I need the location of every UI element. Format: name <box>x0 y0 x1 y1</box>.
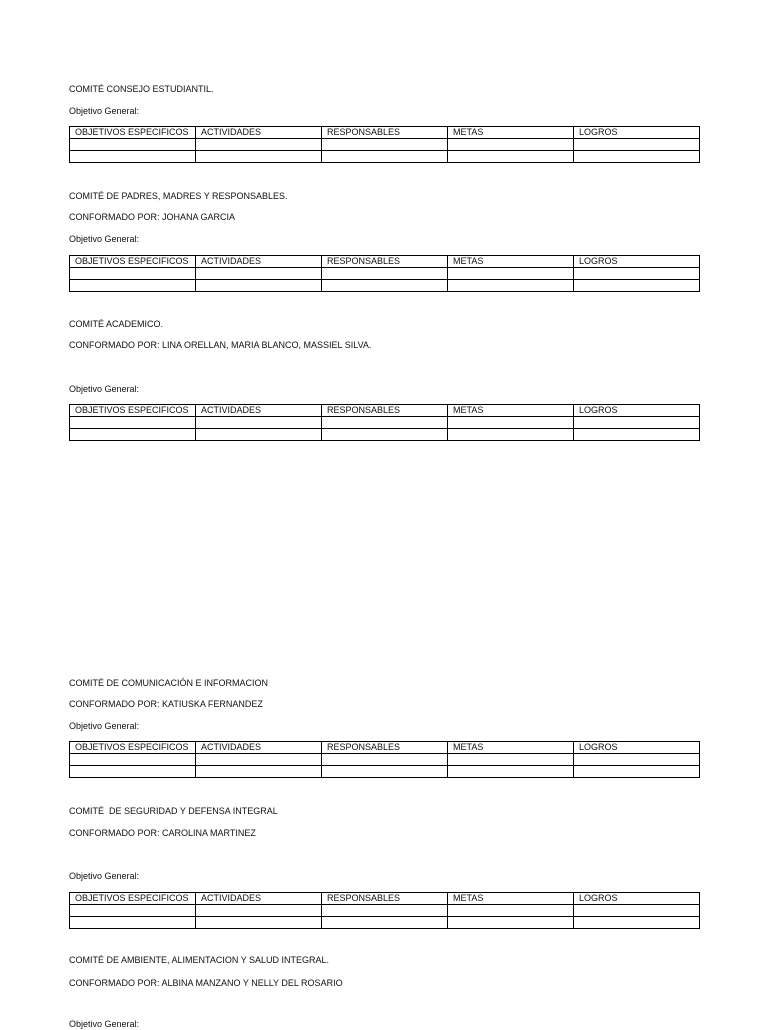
table-cell[interactable] <box>448 429 574 441</box>
table-cell[interactable] <box>70 417 196 429</box>
section-4-formed-by: CONFORMADO POR: KATIUSKA FERNANDEZ <box>69 699 263 709</box>
table-cell[interactable] <box>322 151 448 163</box>
table-cell[interactable] <box>322 766 448 778</box>
section-5-title: COMITÉ DE SEGURIDAD Y DEFENSA INTEGRAL <box>69 806 278 816</box>
table-row <box>70 268 700 280</box>
table-cell[interactable] <box>196 917 322 929</box>
table-cell[interactable] <box>70 429 196 441</box>
table-cell[interactable] <box>322 280 448 292</box>
table-cell[interactable] <box>70 905 196 917</box>
section-2-table <box>69 255 700 292</box>
section-6-objective-label: Objetivo General: <box>69 1019 140 1029</box>
table-cell[interactable] <box>448 917 574 929</box>
table-cell[interactable] <box>574 429 700 441</box>
table-cell[interactable] <box>70 917 196 929</box>
table-row <box>70 417 700 429</box>
section-3-objective-label: Objetivo General: <box>69 384 140 394</box>
table-header-row <box>70 127 700 139</box>
table-cell[interactable] <box>196 754 322 766</box>
table-row <box>70 754 700 766</box>
section-3-title: COMITÉ ACADEMICO. <box>69 319 164 329</box>
section-5-table <box>69 892 700 929</box>
table-cell[interactable] <box>196 766 322 778</box>
header-logros: LOGROS <box>574 742 700 754</box>
table-row <box>70 280 700 292</box>
header-logros: LOGROS <box>574 127 700 139</box>
table-cell[interactable] <box>196 268 322 280</box>
table-cell[interactable] <box>448 754 574 766</box>
table-header-row <box>70 405 700 417</box>
table-row <box>70 151 700 163</box>
table-cell[interactable] <box>70 139 196 151</box>
header-metas: METAS <box>448 405 574 417</box>
table-cell[interactable] <box>70 280 196 292</box>
table-header-row <box>70 893 700 905</box>
table-cell[interactable] <box>196 280 322 292</box>
table-cell[interactable] <box>196 151 322 163</box>
table-header-row <box>70 256 700 268</box>
section-2-title: COMITÉ DE PADRES, MADRES Y RESPONSABLES. <box>69 191 288 201</box>
table-cell[interactable] <box>322 917 448 929</box>
header-logros: LOGROS <box>574 893 700 905</box>
section-6-formed-by: CONFORMADO POR: ALBINA MANZANO Y NELLY DEL ROSARIO <box>69 978 343 988</box>
header-actividades: ACTIVIDADES <box>196 256 322 268</box>
table-cell[interactable] <box>196 139 322 151</box>
table-cell[interactable] <box>574 268 700 280</box>
table-cell[interactable] <box>448 766 574 778</box>
table-header-row <box>70 742 700 754</box>
section-1-objective-label: Objetivo General: <box>69 106 140 116</box>
table-cell[interactable] <box>574 766 700 778</box>
table-cell[interactable] <box>70 268 196 280</box>
section-5-formed-by: CONFORMADO POR: CAROLINA MARTINEZ <box>69 828 256 838</box>
table-cell[interactable] <box>448 268 574 280</box>
table-cell[interactable] <box>196 905 322 917</box>
table-cell[interactable] <box>574 917 700 929</box>
table-cell[interactable] <box>70 151 196 163</box>
table-cell[interactable] <box>448 280 574 292</box>
section-6-title: COMITÉ DE AMBIENTE, ALIMENTACION Y SALUD INTEGRAL. <box>69 955 330 965</box>
table-cell[interactable] <box>574 151 700 163</box>
header-objetivos: OBJETIVOS ESPECIFICOS <box>70 256 196 268</box>
header-objetivos: OBJETIVOS ESPECIFICOS <box>70 405 196 417</box>
header-metas: METAS <box>448 742 574 754</box>
section-5-objective-label: Objetivo General: <box>69 871 140 881</box>
header-metas: METAS <box>448 256 574 268</box>
section-2-objective-label: Objetivo General: <box>69 234 140 244</box>
header-objetivos: OBJETIVOS ESPECIFICOS <box>70 127 196 139</box>
section-1-table <box>69 126 700 163</box>
table-cell[interactable] <box>196 417 322 429</box>
table-cell[interactable] <box>574 754 700 766</box>
header-responsables: RESPONSABLES <box>322 256 448 268</box>
section-4-title: COMITÉ DE COMUNICACIÓN E INFORMACION <box>69 678 269 688</box>
header-actividades: ACTIVIDADES <box>196 127 322 139</box>
table-cell[interactable] <box>322 139 448 151</box>
table-row <box>70 905 700 917</box>
table-cell[interactable] <box>322 429 448 441</box>
table-cell[interactable] <box>574 280 700 292</box>
table-cell[interactable] <box>574 417 700 429</box>
header-objetivos: OBJETIVOS ESPECIFICOS <box>70 893 196 905</box>
table-cell[interactable] <box>574 905 700 917</box>
section-1-title: COMITÉ CONSEJO ESTUDIANTIL. <box>69 84 214 94</box>
header-responsables: RESPONSABLES <box>322 742 448 754</box>
table-cell[interactable] <box>448 151 574 163</box>
table-cell[interactable] <box>448 905 574 917</box>
table-cell[interactable] <box>322 905 448 917</box>
table-cell[interactable] <box>448 139 574 151</box>
table-row <box>70 429 700 441</box>
table-row <box>70 139 700 151</box>
table-cell[interactable] <box>322 754 448 766</box>
header-logros: LOGROS <box>574 256 700 268</box>
section-4-table <box>69 741 700 778</box>
section-3-table <box>69 404 700 441</box>
header-actividades: ACTIVIDADES <box>196 742 322 754</box>
table-row <box>70 917 700 929</box>
table-cell[interactable] <box>574 139 700 151</box>
header-objetivos: OBJETIVOS ESPECIFICOS <box>70 742 196 754</box>
header-responsables: RESPONSABLES <box>322 893 448 905</box>
table-cell[interactable] <box>448 417 574 429</box>
table-cell[interactable] <box>322 268 448 280</box>
header-logros: LOGROS <box>574 405 700 417</box>
table-cell[interactable] <box>70 766 196 778</box>
header-metas: METAS <box>448 127 574 139</box>
table-cell[interactable] <box>196 429 322 441</box>
table-cell[interactable] <box>322 417 448 429</box>
header-responsables: RESPONSABLES <box>322 405 448 417</box>
table-cell[interactable] <box>70 754 196 766</box>
section-2-formed-by: CONFORMADO POR: JOHANA GARCIA <box>69 212 236 222</box>
section-3-formed-by: CONFORMADO POR: LINA ORELLAN, MARIA BLANCO, MASSIEL SILVA. <box>69 340 372 350</box>
section-4-objective-label: Objetivo General: <box>69 721 140 731</box>
header-actividades: ACTIVIDADES <box>196 893 322 905</box>
header-actividades: ACTIVIDADES <box>196 405 322 417</box>
header-responsables: RESPONSABLES <box>322 127 448 139</box>
table-row <box>70 766 700 778</box>
header-metas: METAS <box>448 893 574 905</box>
